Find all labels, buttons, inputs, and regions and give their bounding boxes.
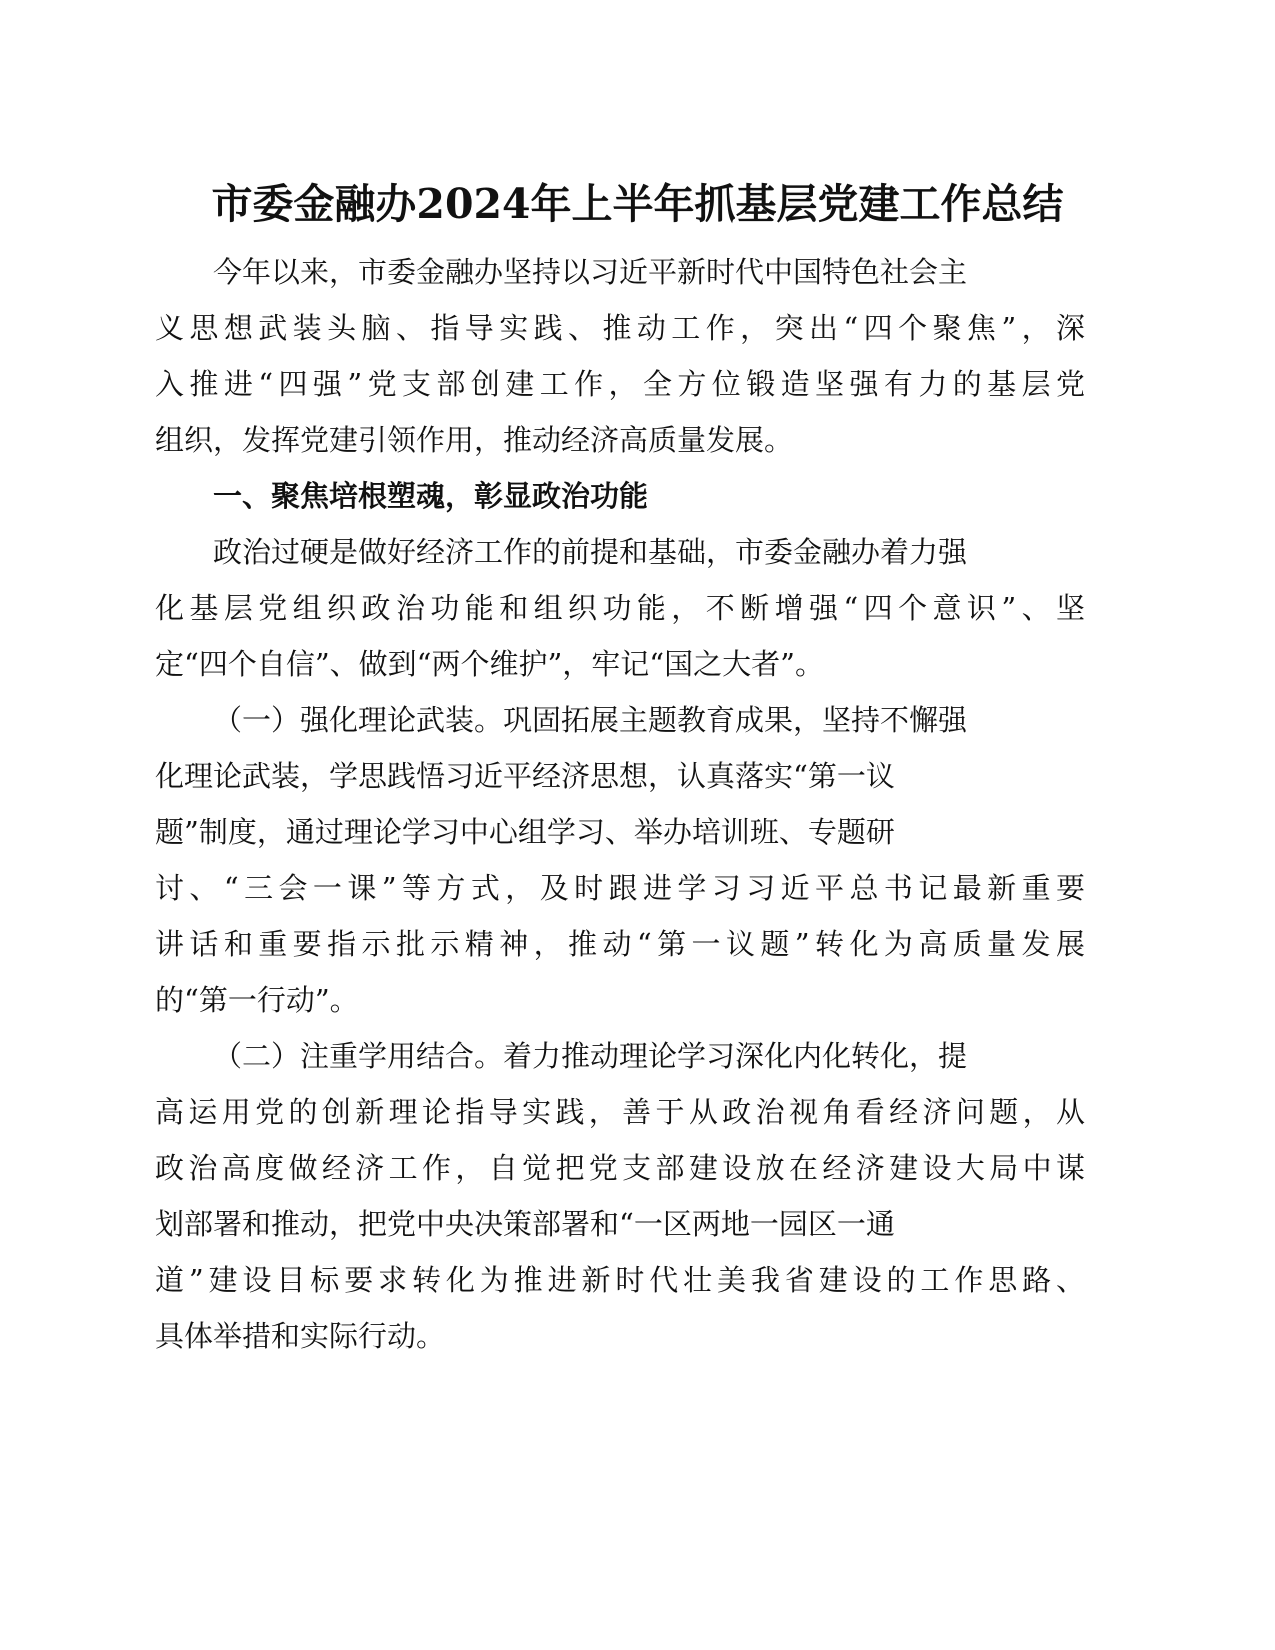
subsection1-line-5: 讲话和重要指示批示精神，推动“第一议题”转化为高质量发展 (155, 927, 1085, 961)
section1-line-1: 政治过硬是做好经济工作的前提和基础，市委金融办着力强 (213, 535, 968, 569)
subsection2-line-3: 政治高度做经济工作，自觉把党支部建设放在经济建设大局中谋 (155, 1151, 1085, 1185)
subsection1-line-3: 题”制度，通过理论学习中心组学习、举办培训班、专题研 (155, 815, 895, 849)
section-heading-1: 一、聚焦培根塑魂，彰显政治功能 (213, 479, 649, 513)
subsection1-line-2: 化理论武装，学思践悟习近平经济思想，认真落实“第一议 (155, 759, 895, 793)
subsection1-line-6: 的“第一行动”。 (155, 983, 359, 1017)
document-title: 市委金融办2024年上半年抓基层党建工作总结 (211, 180, 1064, 228)
intro-line-3: 入推进“四强”党支部创建工作，全方位锻造坚强有力的基层党 (155, 367, 1085, 401)
subsection1-line-1: （一）强化理论武装。巩固拓展主题教育成果，坚持不懈强 (213, 703, 968, 737)
section1-line-3: 定“四个自信”、做到“两个维护”，牢记“国之大者”。 (155, 647, 824, 681)
subsection2-line-1: （二）注重学用结合。着力推动理论学习深化内化转化，提 (213, 1039, 968, 1073)
section1-line-2: 化基层党组织政治功能和组织功能，不断增强“四个意识”、坚 (155, 591, 1085, 625)
intro-line-2: 义思想武装头脑、指导实践、推动工作，突出“四个聚焦”，深 (155, 311, 1085, 345)
subsection2-line-5: 道”建设目标要求转化为推进新时代壮美我省建设的工作思路、 (155, 1263, 1085, 1297)
intro-line-1: 今年以来，市委金融办坚持以习近平新时代中国特色社会主 (213, 255, 968, 289)
intro-line-4: 组织，发挥党建引领作用，推动经济高质量发展。 (155, 423, 794, 457)
subsection2-line-6: 具体举措和实际行动。 (155, 1319, 446, 1353)
subsection2-line-2: 高运用党的创新理论指导实践，善于从政治视角看经济问题，从 (155, 1095, 1085, 1129)
subsection1-line-4: 讨、“三会一课”等方式，及时跟进学习习近平总书记最新重要 (155, 871, 1085, 905)
subsection2-line-4: 划部署和推动，把党中央决策部署和“一区两地一园区一通 (155, 1207, 895, 1241)
